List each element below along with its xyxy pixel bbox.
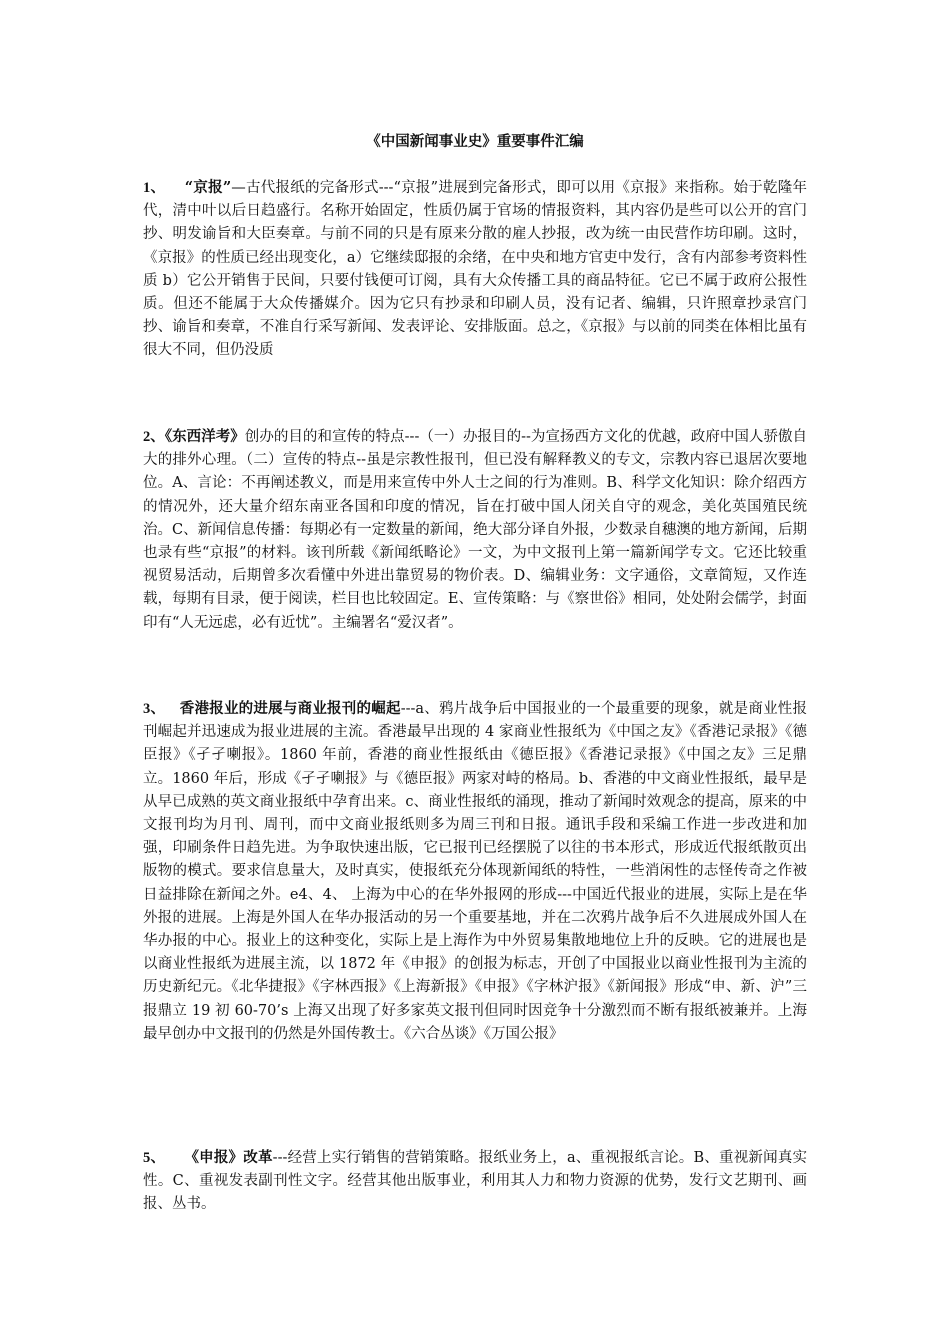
section-number: 5、 bbox=[143, 1150, 166, 1166]
section-number: 1、 bbox=[143, 180, 166, 196]
section-2 bbox=[143, 425, 807, 635]
section-body: ---经营上实行销售的营销策略。报纸业务上，a、重视报纸言论。B、重视新闻真实性。C、重视发表副刊性文字。经营其他出版事业，利用其人力和物力资源的优势，发行文艺期刊、画报、丛书。 bbox=[143, 1150, 808, 1213]
section-1 bbox=[143, 176, 807, 363]
section-heading: 《东西洋考》 bbox=[164, 428, 245, 445]
section-number: 2、 bbox=[143, 429, 165, 445]
section-heading: “京报” bbox=[184, 179, 232, 196]
section-heading: 香港报业的进展与商业报刊的崛起 bbox=[179, 700, 401, 717]
section-heading: 《申报》改革 bbox=[184, 1149, 273, 1166]
document-title: 《中国新闻事业史》重要事件汇编 bbox=[366, 133, 584, 150]
section-body: —古代报纸的完备形式---“京报”进展到完备形式，即可以用《京报》来指称。始于乾隆年代，清中叶以后日趋盛行。名称开始固定，性质仍属于官场的情报资料，其内容仍是些可以公开的宫门抄、明发谕旨和大臣奏章。与前不同的只是有原来分散的雇人抄报，改为统一由民营作坊印刷。这时，《京报》的性质已经出现变化，a）它继续邸报的余绪，在中央和地方官吏中发行，含有内部参考资料性质 b）它公开销售于民间，只要付钱便可订阅，具有大众传播工具的商品特征。它已不属于政府公报性质。但还不能属于大众传播媒介。因为它只有抄录和印刷人员，没有记者、编辑，只许照章抄录宫门抄、谕旨和奏章，不准自行采写新闻、发表评论、安排版面。总之，《京报》与以前的同类在体相比虽有很大不同，但仍没质 bbox=[143, 180, 807, 359]
section-3 bbox=[143, 697, 807, 1046]
section-body: 创办的目的和宣传的特点---（一）办报目的--为宣扬西方文化的优越，政府中国人骄傲自大的排外心理。（二）宣传的特点--虽是宗教性报刊，但已没有解释教义的专文，宗教内容已退居次要地位。A、言论：不再阐述教义，而是用来宣传中外人士之间的行为准则。B、科学文化知识：除介绍西方的情况外，还大量介绍东南亚各国和印度的情况，旨在打破中国人闭关自守的观念，美化英国殖民统治。C、新闻信息传播：每期必有一定数量的新闻，绝大部分译自外报，少数录自穗澳的地方新闻，后期也录有些“京报”的材料。该刊所载《新闻纸略论》一文，为中文报刊上第一篇新闻学专文。它还比较重视贸易活动，后期曾多次看懂中外进出靠贸易的物价表。D、编辑业务：文字通俗，文章简短，又作连载，每期有目录，便于阅读，栏目也比较固定。E、宣传策略：与《察世俗》相同，处处附会儒学，封面印有“人无远虑，必有近忧”。主编署名“爱汉者”。 bbox=[143, 429, 808, 631]
section-body: ---a、鸦片战争后中国报业的一个最重要的现象，就是商业性报刊崛起并迅速成为报业进展的主流。香港最早出现的 4 家商业性报纸为《中国之友》《香港记录报》《德臣报》《孑孑喇报》。1860 年前，香港的商业性报纸由《德臣报》《香港记录报》《中国之友》三足鼎立。1860 年后，形成《孑孑喇报》与《德臣报》两家对峙的格局。b、香港的中文商业性报纸，最早是从早已成熟的英文商业报纸中孕育出来。c、商业性报纸的涌现，推动了新闻时效观念的提高，原来的中文报刊均为月刊、周刊，而中文商业报纸则多为周三刊和日报。通讯手段和采编工作进一步改进和加强，印刷条件日趋先进。为争取快速出版，它已报刊已经摆脱了以往的书本形式，形成近代报纸散页出版物的模式。要求信息量大，及时真实，使报纸充分体现新闻纸的特性，一些消闲性的志怪传奇之作被日益排除在新闻之外。e4、4、 上海为中心的在华外报网的形成---中国近代报业的进展，实际上是在华外报的进展。上海是外国人在华办报活动的另一个重要基地，并在二次鸦片战争后不久进展成外国人在华办报的中心。报业上的这种变化，实际上是上海作为中外贸易集散地地位上升的反映。它的进展也是以商业性报纸为进展主流，以 1872 年《申报》的创报为标志，开创了中国报业以商业性报刊为主流的历史新纪元。《北华捷报》《字林西报》《上海新报》《申报》《字林沪报》《新闻报》形成“申、新、沪”三报鼎立 19 初 60-70’s 上海又出现了好多家英文报刊但同时因竞争十分激烈而不断有报纸被兼并。上海最早创办中文报刊的仍然是外国传教士。《六合丛谈》《万国公报》 bbox=[143, 701, 808, 1042]
section-number: 3、 bbox=[143, 701, 166, 717]
section-5 bbox=[143, 1146, 807, 1217]
